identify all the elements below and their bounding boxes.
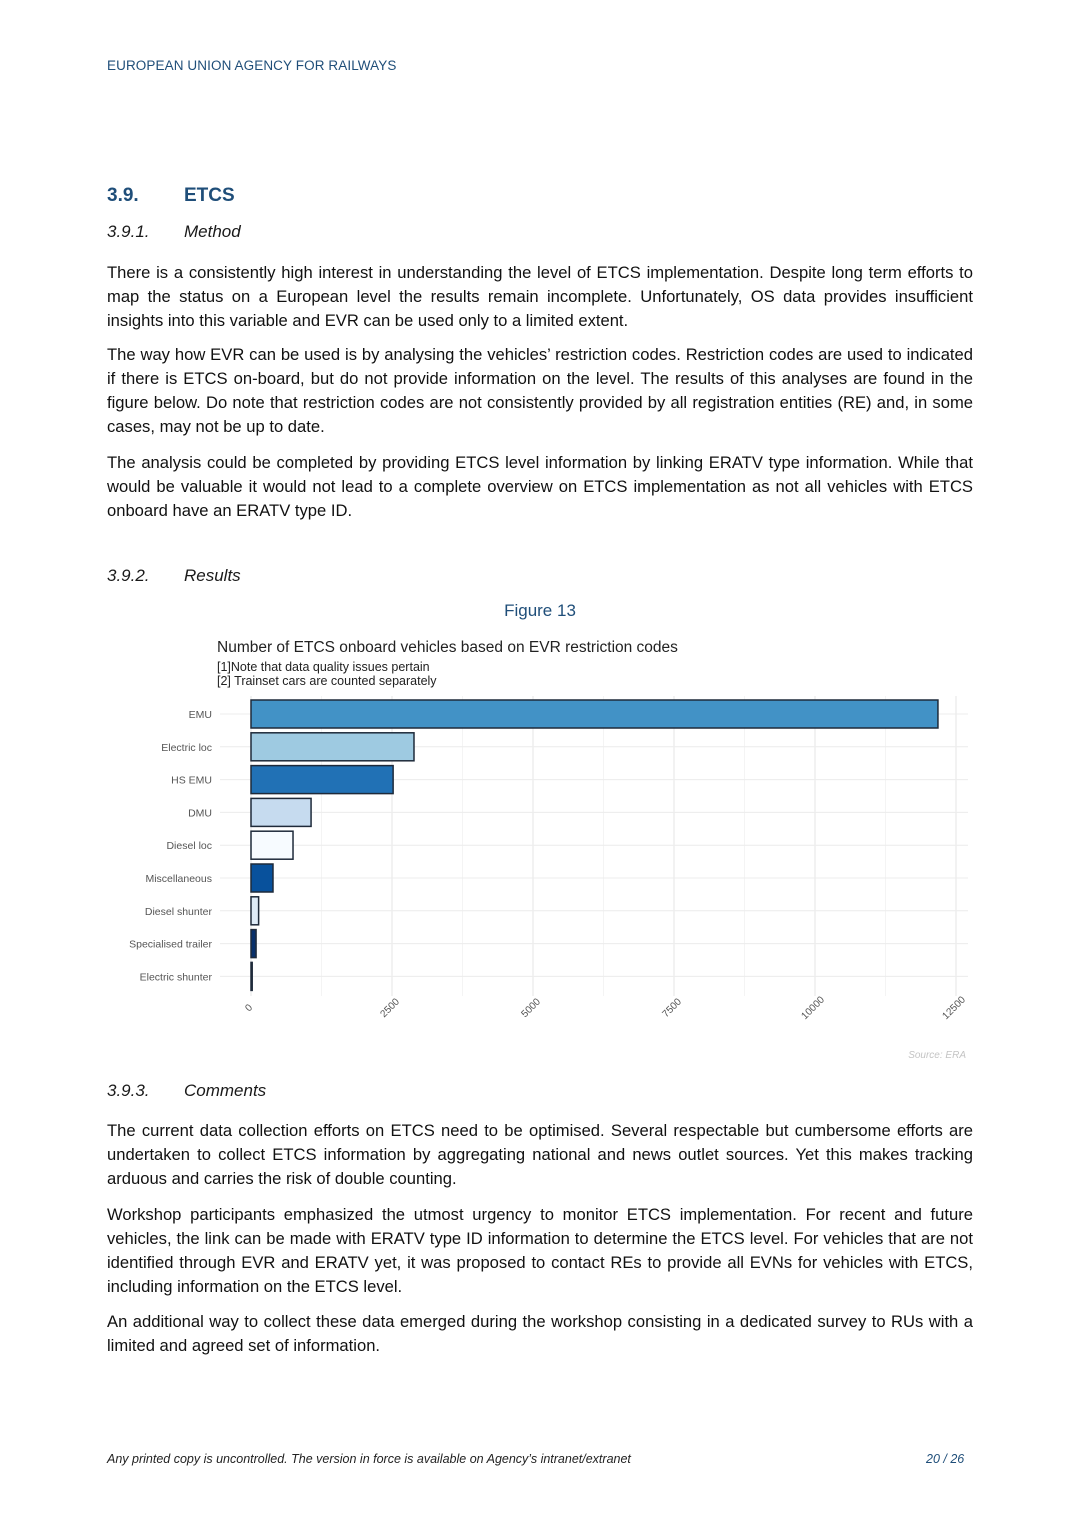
method-paragraph-1: There is a consistently high interest in understanding the level of ETCS implementation. Despite long term efforts to map the status on a European level the results remain incomplete. Unfortunately, OS data provides insufficient insights into this variable and EVR can be used only to a limited extent. <box>107 262 973 331</box>
chart-x-labels <box>243 994 968 1022</box>
bar-specialised-trailer <box>251 930 256 958</box>
y-tick-label: Diesel loc <box>166 840 212 853</box>
method-paragraph-3: The analysis could be completed by providing ETCS level information by linking ERATV type information. While that would be valuable it would not lead to a complete overview on ETCS implementation as not all vehicles with ETCS onboard have an ERATV type ID. <box>107 452 973 521</box>
chart-subtitle-1: [1]Note that data quality issues pertain <box>217 660 430 674</box>
y-tick-label: HS EMU <box>171 774 212 787</box>
subsection-heading-method <box>107 222 241 242</box>
y-tick-label: Electric shunter <box>139 971 212 984</box>
bar-miscellaneous <box>251 864 273 892</box>
chart-subtitle-2: [2] Trainset cars are counted separately <box>217 674 437 688</box>
y-tick-label: Specialised trailer <box>129 938 212 951</box>
y-tick-label: Miscellaneous <box>145 873 212 885</box>
footer-note: Any printed copy is uncontrolled. The version in force is available on Agency’s intranet/extranet <box>107 1452 631 1466</box>
x-tick-label: 2500 <box>378 996 402 1020</box>
comments-paragraph-1: The current data collection efforts on ETCS need to be optimised. Several respectable but cumbersome efforts are undertaken to collect ETCS information by aggregating national and news outlet sources. Yet this makes tracking arduous and carries the risk of double counting. <box>107 1120 973 1189</box>
subsection-heading-results <box>107 566 241 586</box>
etcs-bar-chart <box>110 630 980 1070</box>
y-tick-label: Diesel shunter <box>144 905 212 918</box>
y-tick-label: DMU <box>188 807 212 820</box>
chart-y-labels <box>129 709 212 983</box>
x-tick-label: 10000 <box>799 994 827 1022</box>
chart-source-caption: Source: ERA <box>908 1050 966 1061</box>
y-tick-label: Electric loc <box>161 741 212 754</box>
chart-title: Number of ETCS onboard vehicles based on EVR restriction codes <box>217 639 678 656</box>
subsection-number: 3.9.2. <box>107 566 150 585</box>
x-tick-label: 7500 <box>660 996 684 1020</box>
subsection-number: 3.9.1. <box>107 222 150 241</box>
subsection-title: Comments <box>184 1081 267 1100</box>
bar-electric-shunter <box>251 962 252 990</box>
figure-caption: Figure 13 <box>504 601 576 620</box>
section-title: ETCS <box>184 185 235 206</box>
method-paragraph-2: The way how EVR can be used is by analysing the vehicles’ restriction codes. Restriction codes are used to indicated if there is ETCS on-board, but do not provide information on the level. The results of this analyses are found in the figure below. Do note that restriction codes are not consistently provided by all registration entities (RE) and, in some cases, may not be up to date. <box>107 344 973 437</box>
bar-emu <box>251 700 938 728</box>
subsection-heading-comments <box>107 1081 266 1101</box>
bar-diesel-loc <box>251 831 293 859</box>
bar-dmu <box>251 798 311 826</box>
x-tick-label: 5000 <box>519 996 543 1020</box>
y-tick-label: EMU <box>188 709 212 721</box>
subsection-number: 3.9.3. <box>107 1081 150 1100</box>
section-number: 3.9. <box>107 185 139 206</box>
page-header-org: EUROPEAN UNION AGENCY FOR RAILWAYS <box>107 58 397 73</box>
bar-diesel-shunter <box>251 897 259 925</box>
comments-paragraph-3: An additional way to collect these data emerged during the workshop consisting in a dedicated survey to RUs with a limited and agreed set of information. <box>107 1311 973 1355</box>
x-tick-label: 12500 <box>940 994 968 1022</box>
bar-electric-loc <box>251 733 414 761</box>
subsection-title: Method <box>184 222 241 241</box>
bar-hs-emu <box>251 766 393 794</box>
comments-paragraph-2: Workshop participants emphasized the utmost urgency to monitor ETCS implementation. For recent and future vehicles, the link can be made with ERATV type ID information to determine the ETCS level. For vehicles that are not identified through EVR and ERATV yet, it was proposed to contact REs to provide all EVNs for vehicles with ETCS, including information on the ETCS level. <box>107 1204 973 1297</box>
section-heading <box>107 185 235 207</box>
page-number: 20 / 26 <box>926 1452 965 1466</box>
subsection-title: Results <box>184 566 241 585</box>
x-tick-label: 0 <box>243 1002 256 1015</box>
